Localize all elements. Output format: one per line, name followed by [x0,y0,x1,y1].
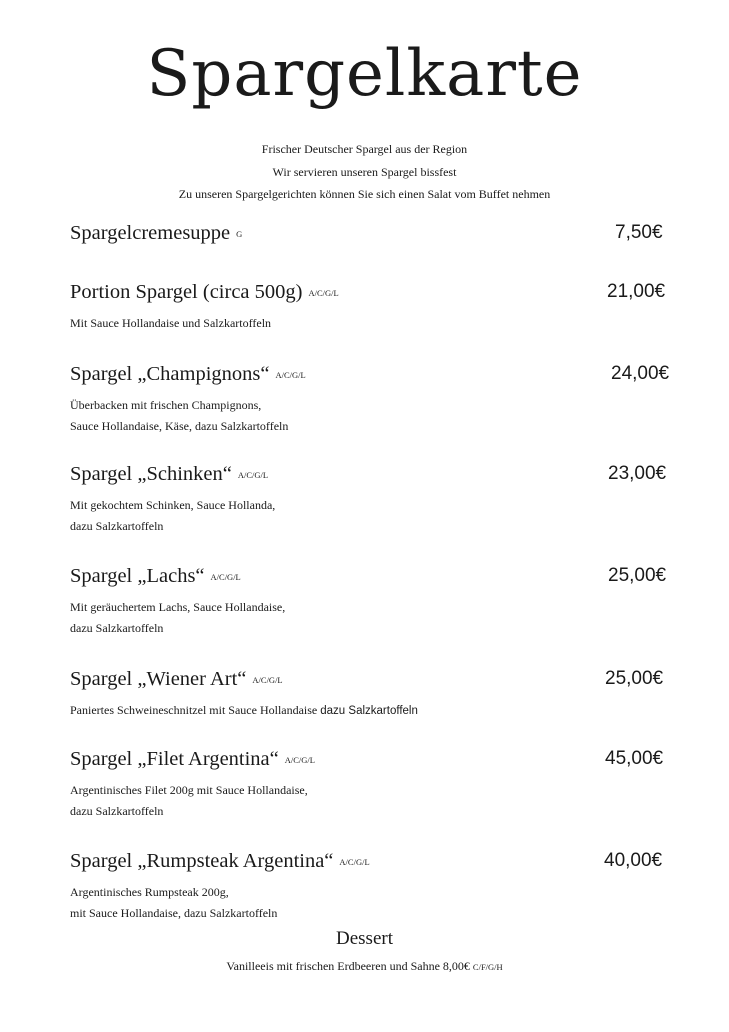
price-label: 25,00€ [605,668,664,689]
intro-line-1: Frischer Deutscher Spargel aus der Region [261,142,468,156]
price-label: 23,00€ [608,463,667,484]
item-description: Sauce Hollandaise, Käse, dazu Salzkartoffeln [70,418,289,433]
menu-item-spargel-champignons [70,364,690,437]
page-title: Spargelkarte [146,37,583,111]
item-description: Mit Sauce Hollandaise und Salzkartoffeln [70,315,272,330]
item-description: Mit geräuchertem Lachs, Sauce Hollandaise, [70,599,286,614]
menu-item-spargelcremesuppe [70,223,690,244]
price-label: 45,00€ [605,748,664,769]
intro-line-3: Zu unseren Spargelgerichten können Sie sich einen Salat vom Buffet nehmen [178,187,551,201]
item-description: mit Sauce Hollandaise, dazu Salzkartoffeln [70,905,278,920]
item-description-part: Paniertes Schweineschnitzel mit Sauce Hollandaise [70,702,318,717]
item-name: Spargel „Champignons“ [70,363,270,385]
allergen-codes: A/C/G/L [308,288,339,299]
item-description: dazu Salzkartoffeln [70,620,164,635]
allergen-codes: C/F/G/H [472,962,503,972]
allergen-codes: A/C/G/L [339,857,370,868]
menu-item-portion-spargel [70,282,690,334]
menu-item-spargel-rumpsteak-argentina [70,851,690,924]
item-name: Portion Spargel (circa 500g) [70,281,303,303]
allergen-codes: A/C/G/L [210,572,241,583]
item-name: Spargel „Lachs“ [70,565,205,587]
item-name: Spargel „Schinken“ [70,463,232,485]
item-description: Argentinisches Rumpsteak 200g, [70,884,229,899]
allergen-codes: A/C/G/L [237,470,269,481]
price-label: 7,50€ [615,222,663,243]
item-name: Spargel „Rumpsteak Argentina“ [70,850,334,872]
item-name: Spargel „Filet Argentina“ [70,748,279,770]
dessert-text: Vanilleeis mit frischen Erdbeeren und Sahne 8,00€ [226,959,470,973]
allergen-codes: A/C/G/L [252,675,283,686]
menu-item-spargel-wiener-art [70,669,690,721]
item-name: Spargelcremesuppe [70,222,231,244]
price-label: 24,00€ [611,363,670,384]
item-description: dazu Salzkartoffeln [70,803,164,818]
item-description-part: dazu Salzkartoffeln [320,704,418,717]
allergen-codes: A/C/G/L [275,370,306,381]
allergen-codes: G [236,229,243,240]
item-description: Argentinisches Filet 200g mit Sauce Hollandaise, [70,782,308,797]
item-description: dazu Salzkartoffeln [70,518,164,533]
allergen-codes: A/C/G/L [284,755,315,766]
price-label: 25,00€ [608,565,667,586]
price-label: 21,00€ [607,281,666,302]
item-description: Mit gekochtem Schinken, Sauce Hollanda, [70,497,276,512]
dessert-item [0,960,729,972]
menu-item-spargel-filet-argentina [70,749,690,822]
menu-item-spargel-schinken [70,464,690,537]
item-name: Spargel „Wiener Art“ [70,668,247,690]
intro-line-2: Wir servieren unseren Spargel bissfest [272,165,457,179]
item-description [70,700,690,721]
price-label: 40,00€ [604,850,663,871]
dessert-heading: Dessert [336,928,393,949]
menu-item-spargel-lachs [70,566,690,639]
item-description: Überbacken mit frischen Champignons, [70,397,262,412]
